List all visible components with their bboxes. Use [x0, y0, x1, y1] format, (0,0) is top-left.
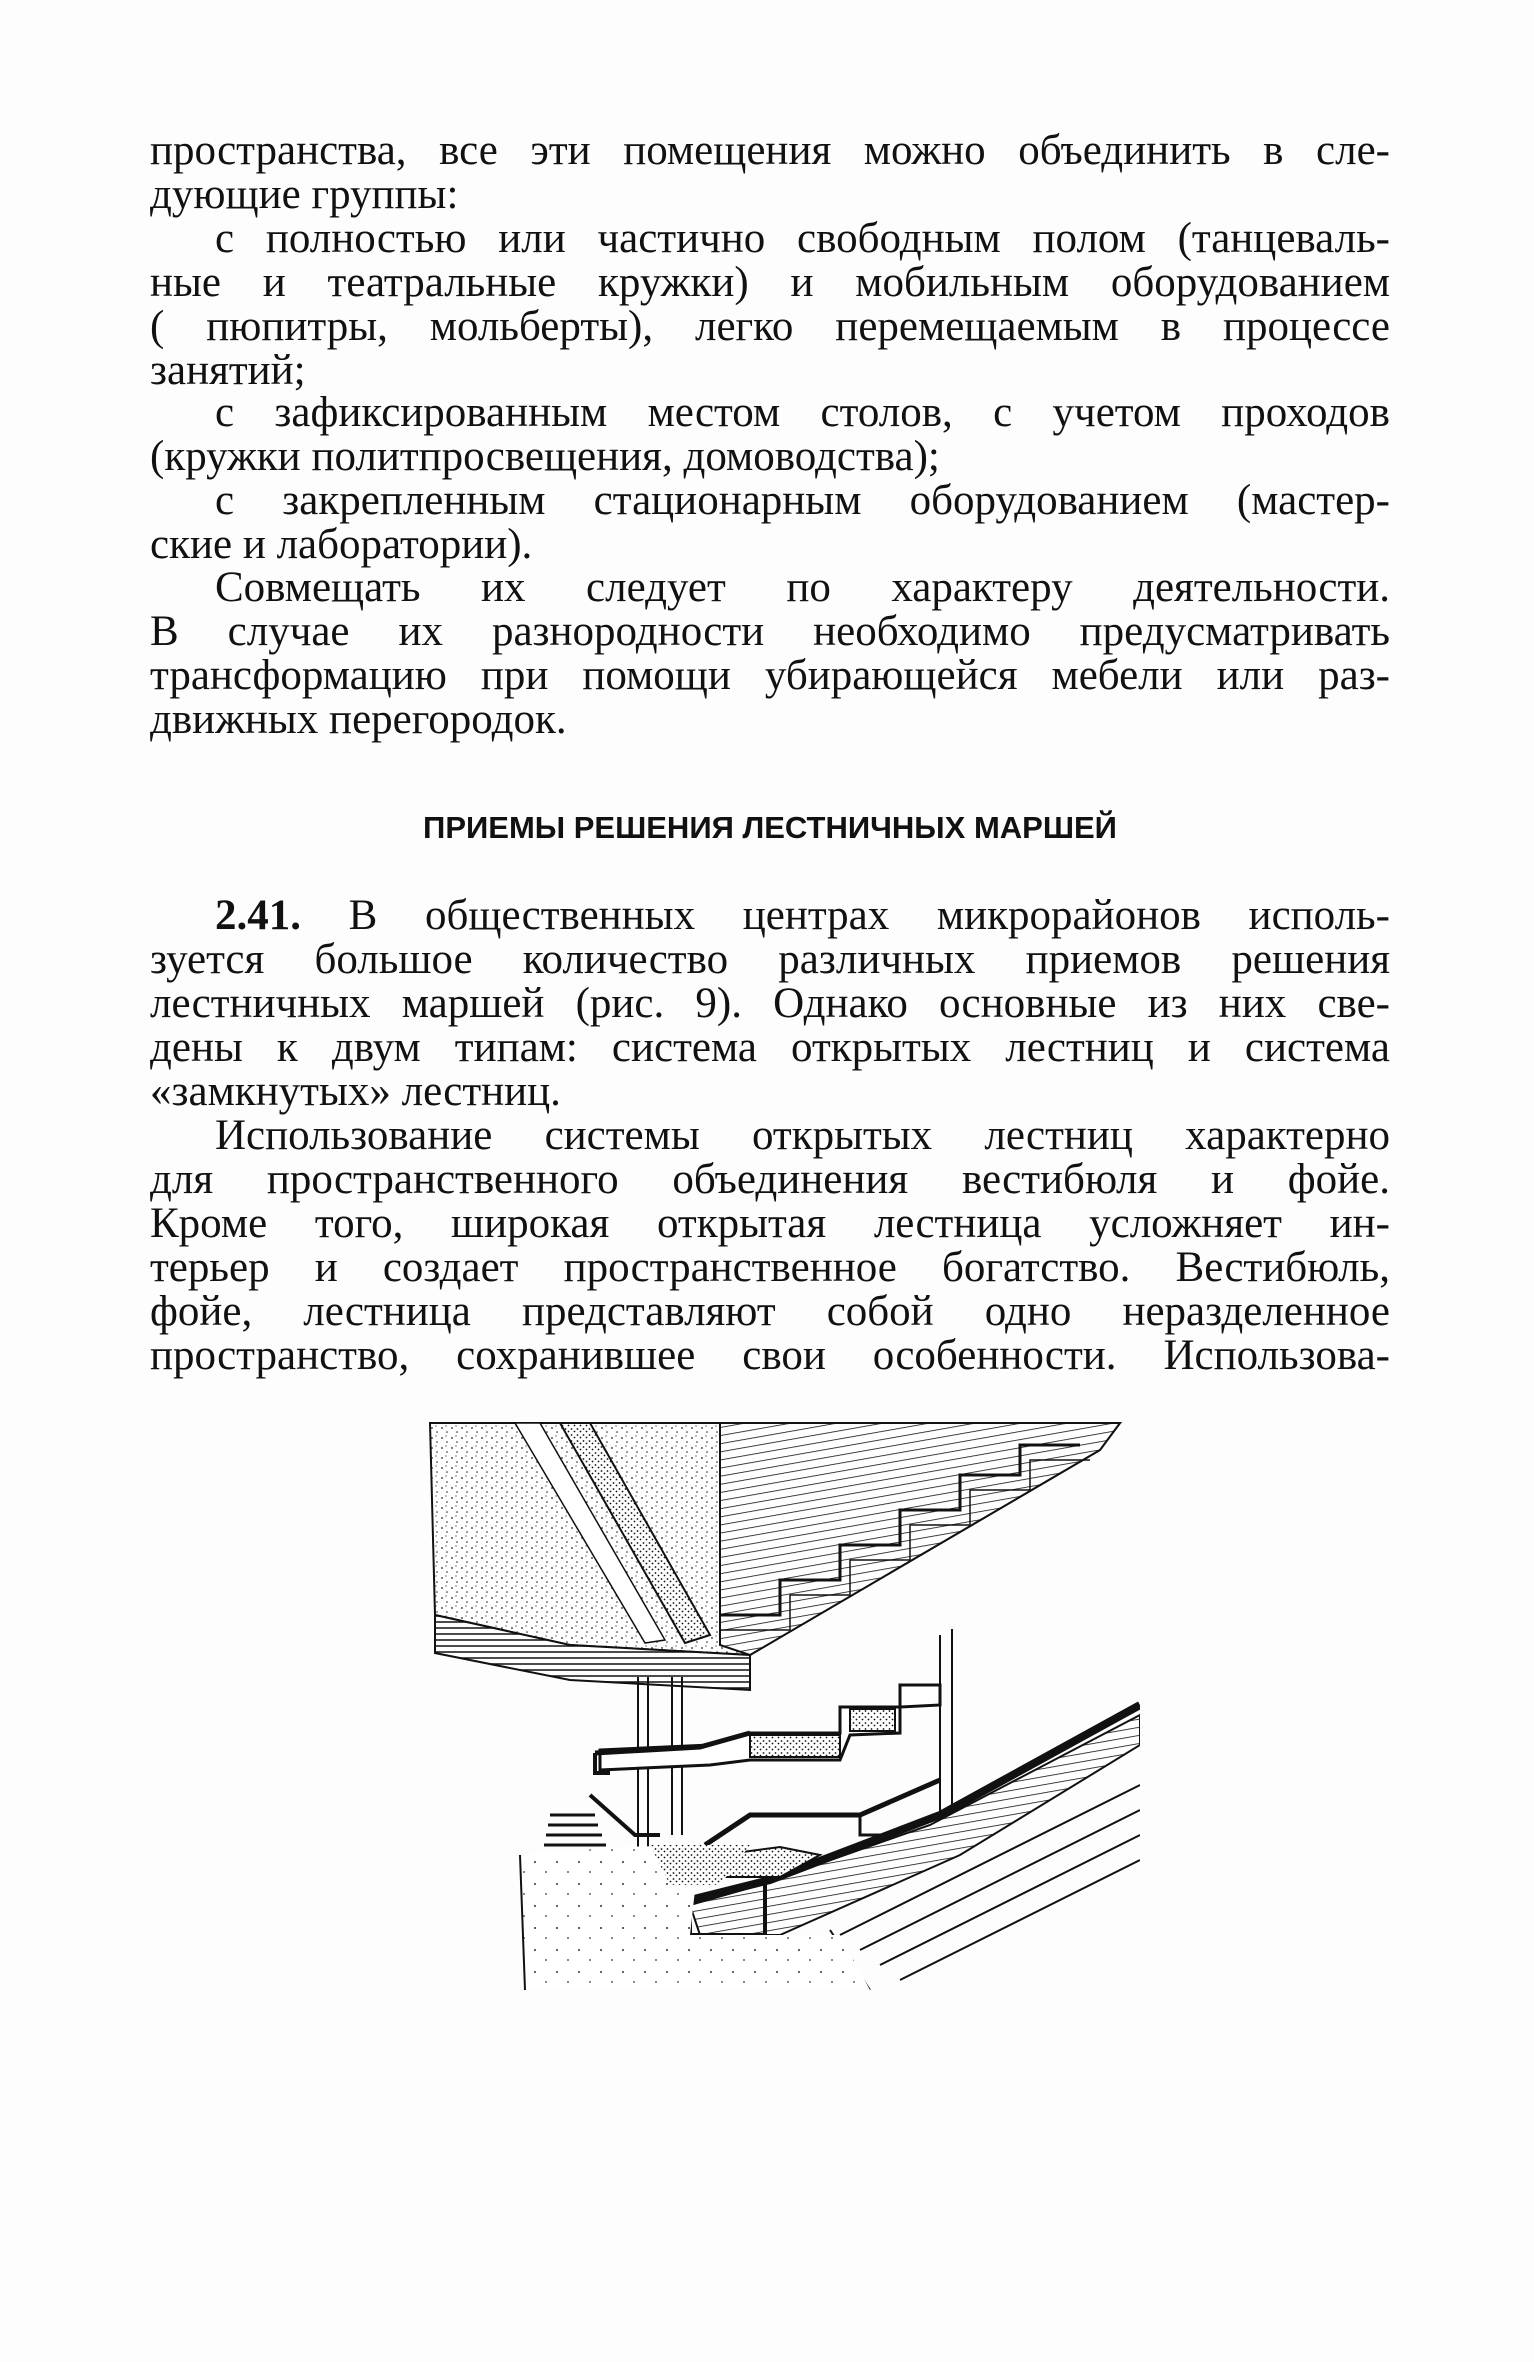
text-line: пространства, все эти помещения можно объединить в сле-: [150, 127, 1390, 174]
text-line: «замкнутых» лестниц.: [150, 1068, 561, 1115]
text-line: движных перегородок.: [150, 696, 567, 743]
text-line: Использование системы открытых лестниц характерно: [215, 1112, 1390, 1159]
text-line: В общественных центрах микрорайонов исполь-: [348, 892, 1390, 939]
text-line: дующие группы:: [150, 171, 459, 218]
text-line: Кроме того, широкая открытая лестница усложняет ин-: [150, 1200, 1390, 1247]
paragraph-number: 2.41.: [215, 892, 301, 939]
stair-underside: [720, 1423, 1120, 1655]
text-line: лестничных маршей (рис. 9). Однако основные из них све-: [150, 980, 1390, 1027]
text-line: фойе, лестница представляют собой одно неразделенное: [150, 1288, 1390, 1335]
text-line-numbered: [215, 893, 1390, 939]
section-heading: ПРИЕМЫ РЕШЕНИЯ ЛЕСТНИЧНЫХ МАРШЕЙ: [423, 810, 1117, 845]
text-line: для пространственного объединения вестибюля и фойе.: [150, 1156, 1390, 1203]
text-line: пространство, сохранившее свои особенности. Использова-: [150, 1332, 1390, 1379]
text-line: терьер и создает пространственное богатство. Вестибюль,: [150, 1244, 1390, 1291]
text-line: с закрепленным стационарным оборудованием (мастер-: [215, 477, 1390, 524]
text-line: Совмещать их следует по характеру деятельности.: [215, 564, 1390, 611]
text-line: ные и театральные кружки) и мобильным оборудованием: [150, 259, 1390, 306]
text-line: зуется большое количество различных приемов решения: [150, 936, 1390, 983]
text-line: ( пюпитры, мольберты), легко перемещаемым в процессе: [150, 303, 1390, 350]
text-line: с зафиксированным местом столов, с учетом проходов: [215, 389, 1390, 436]
text-line: ские и лаборатории).: [150, 521, 533, 568]
staircase-illustration: [420, 1415, 1140, 1990]
text-line: дены к двум типам: система открытых лестниц и система: [150, 1024, 1390, 1071]
text-line: трансформацию при помощи убирающейся мебели или раз-: [150, 652, 1390, 699]
text-line: занятий;: [150, 347, 306, 394]
left-stair-flight: [544, 1795, 660, 1845]
text-line: с полностью или частично свободным полом (танцеваль-: [215, 215, 1390, 262]
text-line: (кружки политпросвещения, домоводства);: [150, 433, 940, 480]
upper-balustrade: [595, 1685, 940, 1773]
text-line: В случае их разнородности необходимо предусматривать: [150, 608, 1390, 655]
